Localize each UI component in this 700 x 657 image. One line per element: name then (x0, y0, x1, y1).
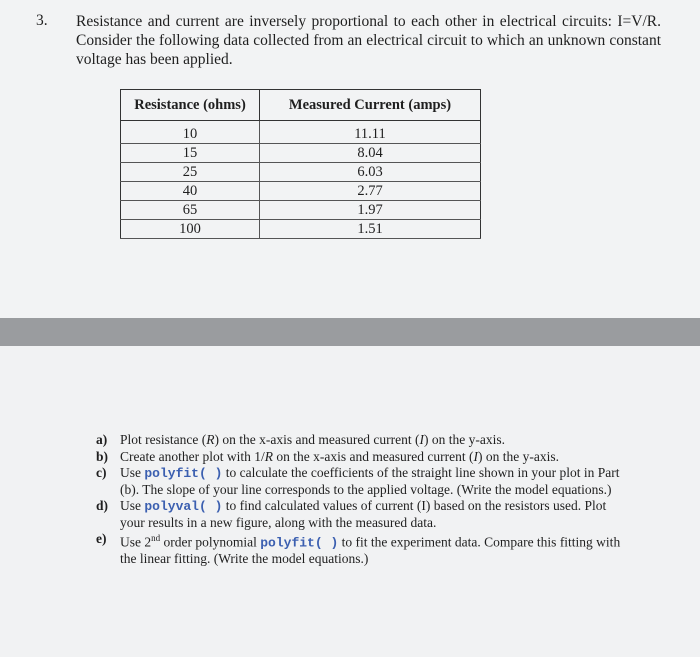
part-e-label: e) (96, 531, 107, 546)
part-b-label: b) (96, 448, 109, 464)
question-parts (96, 432, 631, 568)
resistance-cell: 25 (121, 163, 260, 182)
part-d-label: d) (96, 498, 109, 513)
polyval-code: polyval( ) (144, 499, 223, 514)
resistance-cell: 65 (121, 201, 260, 220)
current-cell: 8.04 (260, 144, 481, 163)
resistance-cell: 10 (121, 121, 260, 144)
table-row (121, 220, 481, 239)
resistance-cell: 15 (121, 144, 260, 163)
part-d-text: Use polyval( ) to find calculated values of current (I) based on the resistors used. Plot your results in a new figure, along with the measured data. (120, 498, 607, 530)
variable-r: R (206, 432, 215, 447)
part-b-text: Create another plot with 1/R on the x-axis and measured current (I) on the y-axis. (120, 448, 560, 464)
data-table (120, 89, 481, 239)
table-row (121, 182, 481, 201)
part-e-text: Use 2nd order polynomial polyfit( ) to fit the experiment data. Compare this fitting with the linear fitting. (Write the model equations.) (120, 533, 621, 566)
part-c-label: c) (96, 465, 107, 480)
part-c-text: Use polyfit( ) to calculate the coefficients of the straight line shown in your plot in Part (b). The slope of your line corresponds to the applied voltage. (Write the model equations.) (120, 465, 620, 497)
table-row (121, 121, 481, 144)
question-number: 3. (36, 12, 48, 29)
page-separator-band (0, 318, 700, 346)
resistance-cell: 100 (121, 220, 260, 239)
question-intro: Resistance and current are inversely proportional to each other in electrical circuits: I=V/R. Consider the following data collected from an electrical circuit to which an unknown constant voltage has been applied. (76, 13, 661, 68)
current-cell: 1.97 (260, 201, 481, 220)
table-row (121, 163, 481, 182)
current-cell: 1.51 (260, 220, 481, 239)
polyfit-code: polyfit( ) (144, 466, 223, 481)
current-cell: 2.77 (260, 182, 481, 201)
part-e (96, 531, 631, 567)
ordinal-superscript: nd (151, 533, 161, 543)
header-current: Measured Current (amps) (260, 90, 481, 121)
current-cell: 11.11 (260, 121, 481, 144)
polyfit-code: polyfit( ) (260, 535, 339, 551)
part-a-text: Plot resistance (R) on the x-axis and measured current (I) on the y-axis. (120, 432, 506, 447)
part-c (96, 465, 631, 497)
part-a (96, 432, 631, 448)
part-d (96, 498, 631, 530)
resistance-cell: 40 (121, 182, 260, 201)
header-resistance: Resistance (ohms) (121, 90, 260, 121)
table-row (121, 201, 481, 220)
variable-i: I (473, 448, 479, 464)
table-row (121, 144, 481, 163)
current-cell: 6.03 (260, 163, 481, 182)
part-b (96, 449, 631, 465)
table-header-row (121, 90, 481, 121)
variable-r: R (264, 448, 273, 464)
variable-i: I (419, 432, 425, 447)
part-a-label: a) (96, 432, 108, 447)
